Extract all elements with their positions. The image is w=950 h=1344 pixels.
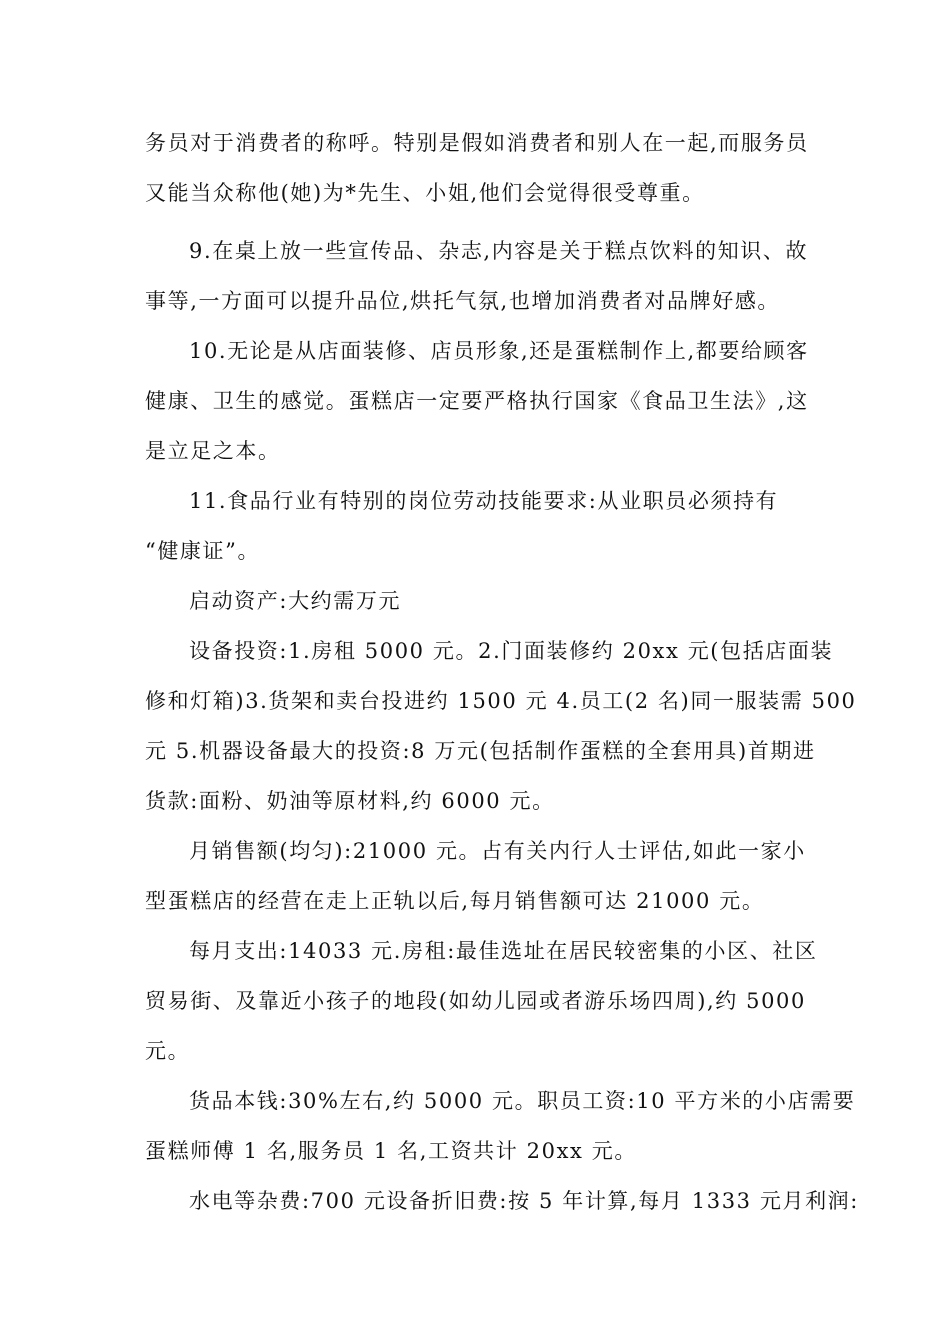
text-line: 元 5.机器设备最大的投资:8 万元(包括制作蛋糕的全套用具)首期进: [145, 739, 816, 763]
text-line: 健康、卫生的感觉。蛋糕店一定要严格执行国家《食品卫生法》,这: [145, 389, 809, 413]
text-line: 事等,一方面可以提升品位,烘托气氛,也增加消费者对品牌好感。: [145, 289, 781, 313]
text-line: 务员对于消费者的称呼。特别是假如消费者和别人在一起,而服务员: [145, 131, 809, 155]
text-line: 蛋糕师傅 1 名,服务员 1 名,工资共计 20xx 元。: [145, 1139, 637, 1163]
text-line: “健康证”。: [145, 539, 261, 563]
paragraph-start-line: 设备投资:1.房租 5000 元。2.门面装修约 20xx 元(包括店面装: [189, 639, 834, 663]
paragraph-start-line: 货品本钱:30%左右,约 5000 元。职员工资:10 平方米的小店需要: [189, 1089, 856, 1113]
text-line: 型蛋糕店的经营在走上正轨以后,每月销售额可达 21000 元。: [145, 889, 765, 913]
text-line: 元。: [145, 1039, 191, 1063]
text-line: 是立足之本。: [145, 439, 281, 463]
paragraph-start-line: 11.食品行业有特别的岗位劳动技能要求:从业职员必须持有: [189, 489, 779, 513]
text-line: 修和灯箱)3.货架和卖台投进约 1500 元 4.员工(2 名)同一服装需 500: [145, 689, 857, 713]
paragraph-start-line: 10.无论是从店面装修、店员形象,还是蛋糕制作上,都要给顾客: [189, 339, 809, 363]
text-line: 贸易街、及靠近小孩子的地段(如幼儿园或者游乐场四周),约 5000: [145, 989, 806, 1013]
paragraph-start-line: 9.在桌上放一些宣传品、杂志,内容是关于糕点饮料的知识、故: [189, 239, 809, 263]
paragraph-start-line: 启动资产:大约需万元: [189, 589, 402, 613]
paragraph-start-line: 月销售额(均匀):21000 元。占有关内行人士评估,如此一家小: [189, 839, 806, 863]
text-line: 货款:面粉、奶油等原材料,约 6000 元。: [145, 789, 555, 813]
text-line: 又能当众称他(她)为*先生、小姐,他们会觉得很受尊重。: [145, 181, 705, 205]
paragraph-start-line: 每月支出:14033 元.房租:最佳选址在居民较密集的小区、社区: [189, 939, 818, 963]
paragraph-start-line: 水电等杂费:700 元设备折旧费:按 5 年计算,每月 1333 元月利润:: [189, 1189, 859, 1213]
